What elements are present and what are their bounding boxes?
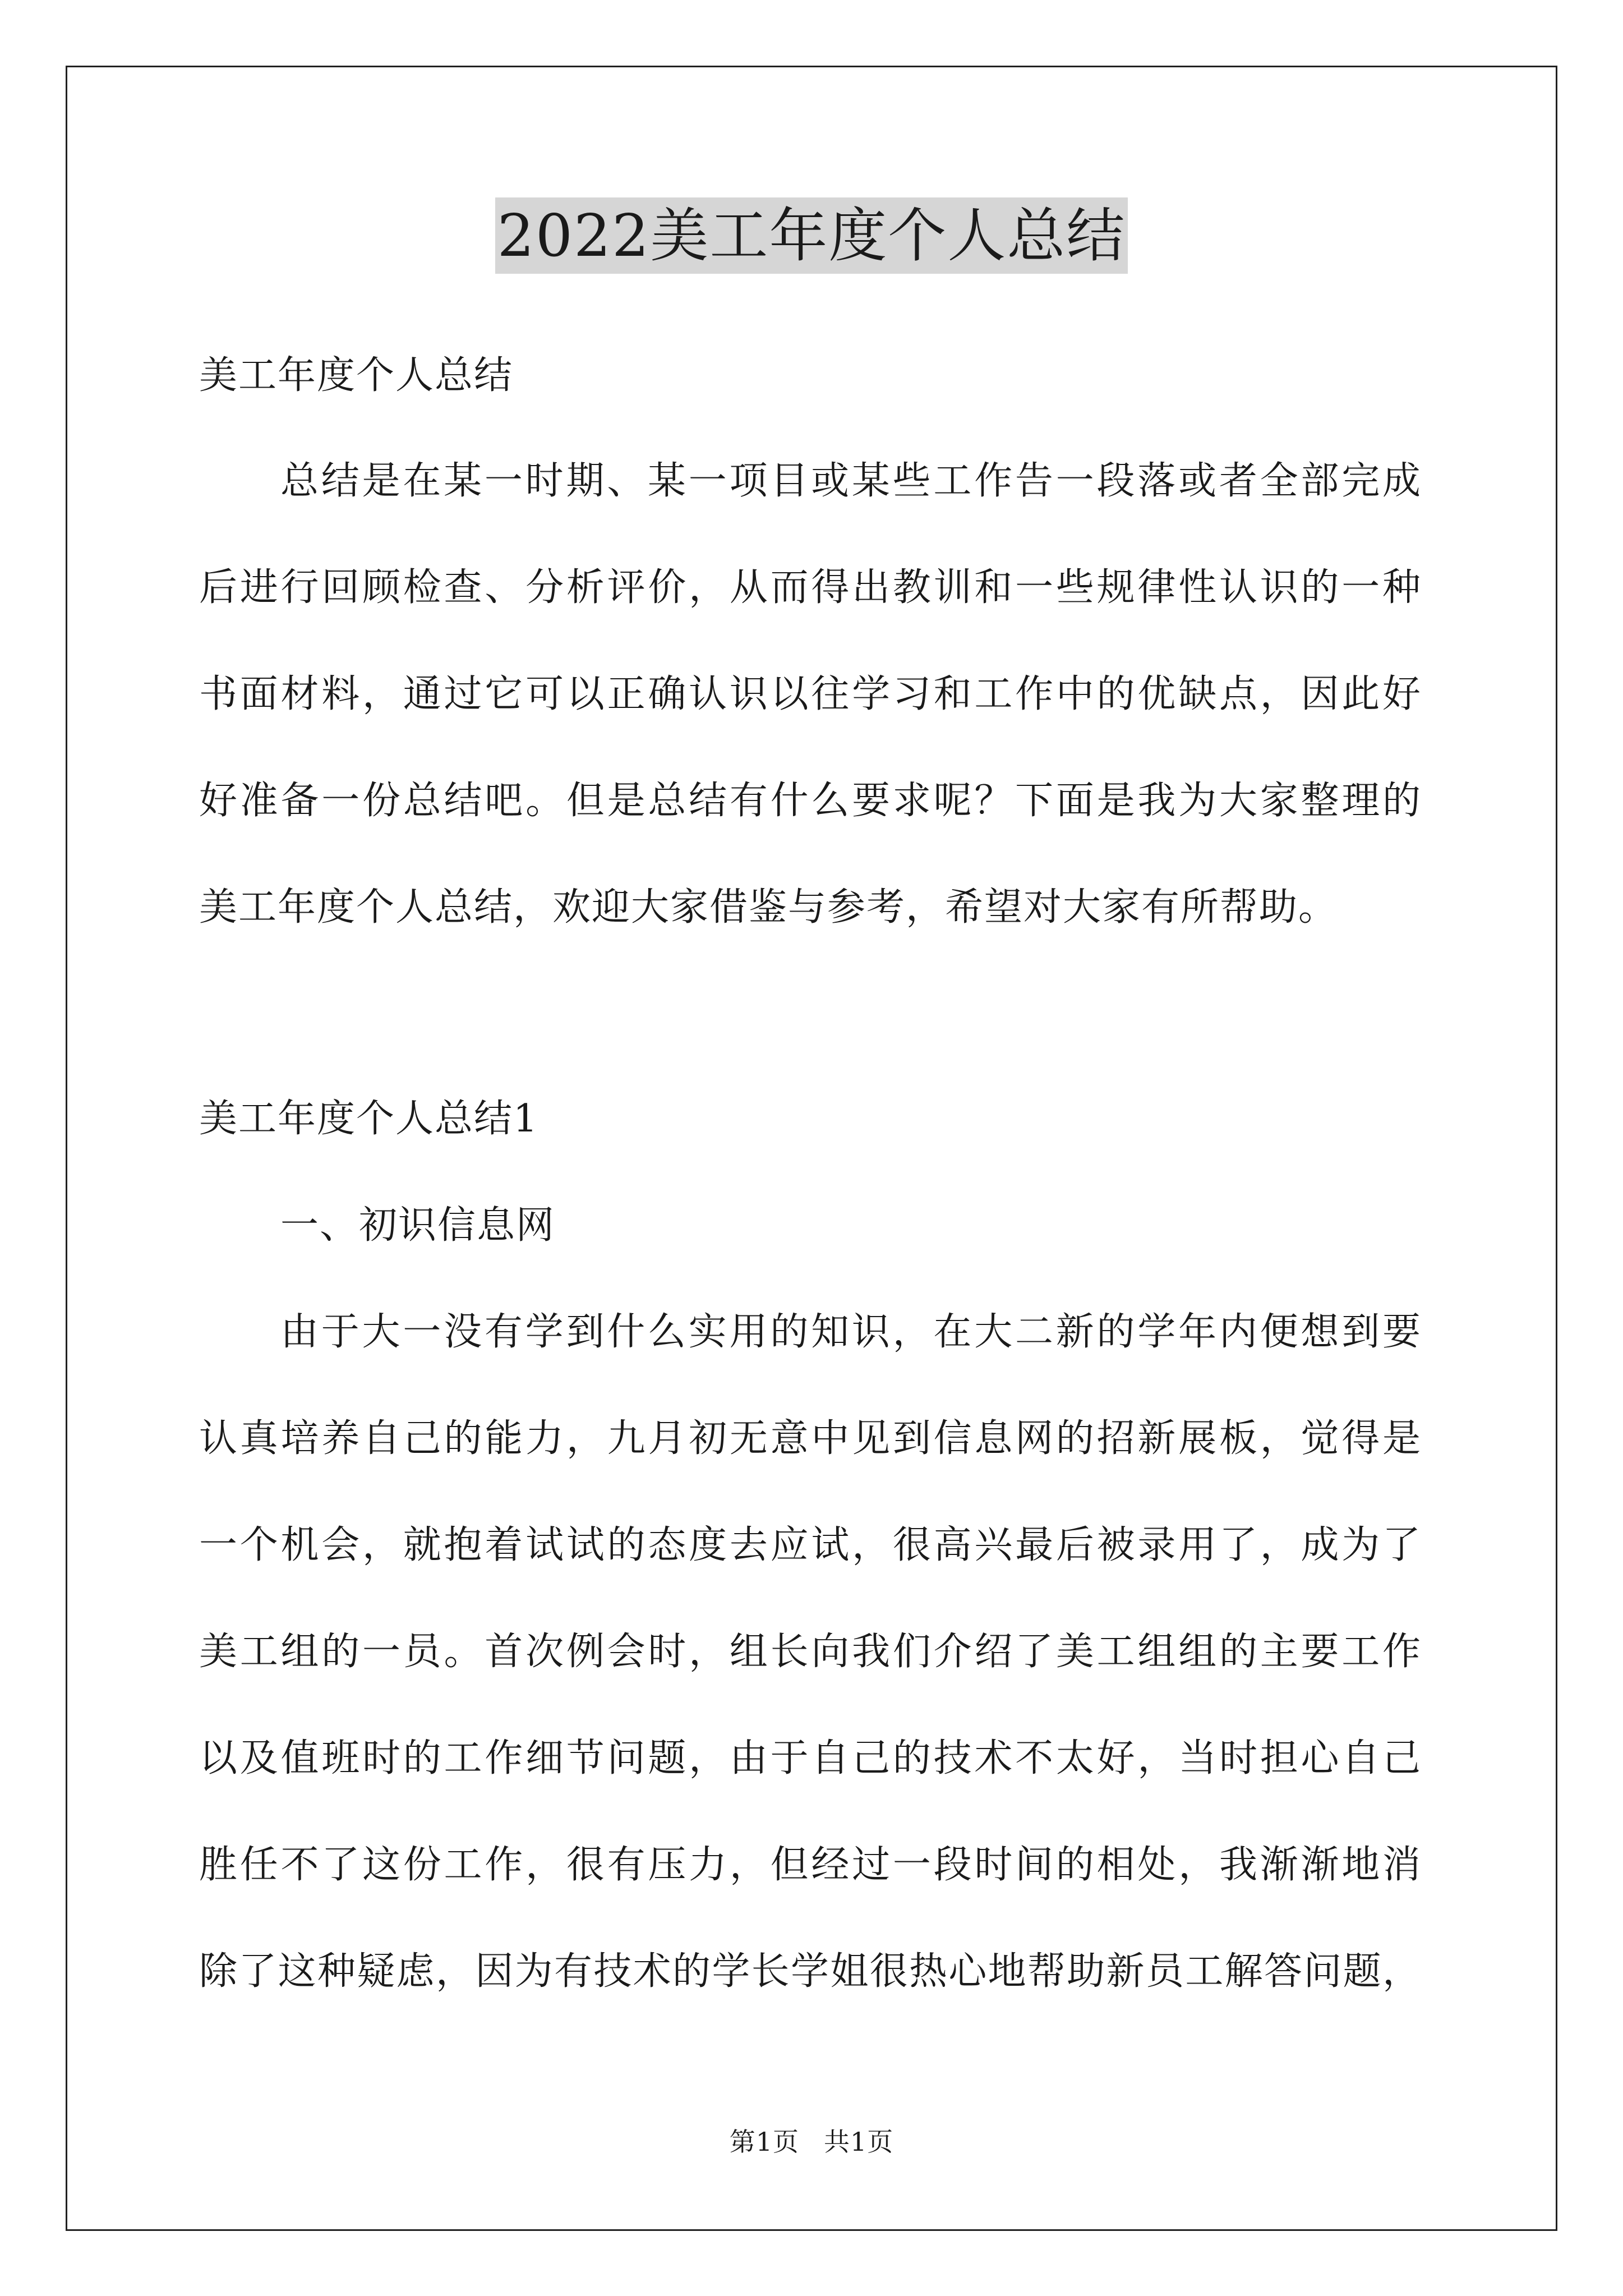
section-heading: 美工年度个人总结 bbox=[199, 353, 514, 398]
paragraph-line: 总结是在某一时期、某一项目或某些工作告一段落或者全部完成 bbox=[280, 459, 1422, 503]
subsection-heading: 一、初识信息网 bbox=[280, 1203, 556, 1248]
paragraph-line: 后进行回顾检查、分析评价，从而得出教训和一些规律性认识的一种 bbox=[199, 565, 1422, 610]
title-container bbox=[0, 197, 1623, 274]
document-title: 2022美工年度个人总结 bbox=[495, 197, 1128, 274]
paragraph-line: 除了这种疑虑，因为有技术的学长学姐很热心地帮助新员工解答问题， bbox=[199, 1949, 1422, 1994]
paragraph-line: 由于大一没有学到什么实用的知识，在大二新的学年内便想到要 bbox=[280, 1310, 1422, 1354]
paragraph-line: 一个机会，就抱着试试的态度去应试，很高兴最后被录用了，成为了 bbox=[199, 1523, 1422, 1567]
paragraph-line: 好准备一份总结吧。但是总结有什么要求呢？下面是我为大家整理的 bbox=[199, 779, 1422, 823]
paragraph-line: 美工组的一员。首次例会时，组长向我们介绍了美工组组的主要工作 bbox=[199, 1630, 1422, 1674]
page-footer bbox=[0, 2125, 1623, 2159]
paragraph-line: 胜任不了这份工作，很有压力，但经过一段时间的相处，我渐渐地消 bbox=[199, 1843, 1422, 1887]
section-heading: 美工年度个人总结1 bbox=[199, 1097, 539, 1141]
paragraph-line: 美工年度个人总结，欢迎大家借鉴与参考，希望对大家有所帮助。 bbox=[199, 885, 1338, 930]
paragraph-line: 认真培养自己的能力，九月初无意中见到信息网的招新展板，觉得是 bbox=[199, 1416, 1422, 1461]
page-number-total: 共1页 bbox=[824, 2127, 894, 2157]
paragraph-line: 以及值班时的工作细节问题，由于自己的技术不太好，当时担心自己 bbox=[199, 1736, 1422, 1780]
paragraph-line: 书面材料，通过它可以正确认识以往学习和工作中的优缺点，因此好 bbox=[199, 672, 1422, 716]
page-number-current: 第1页 bbox=[729, 2127, 799, 2157]
